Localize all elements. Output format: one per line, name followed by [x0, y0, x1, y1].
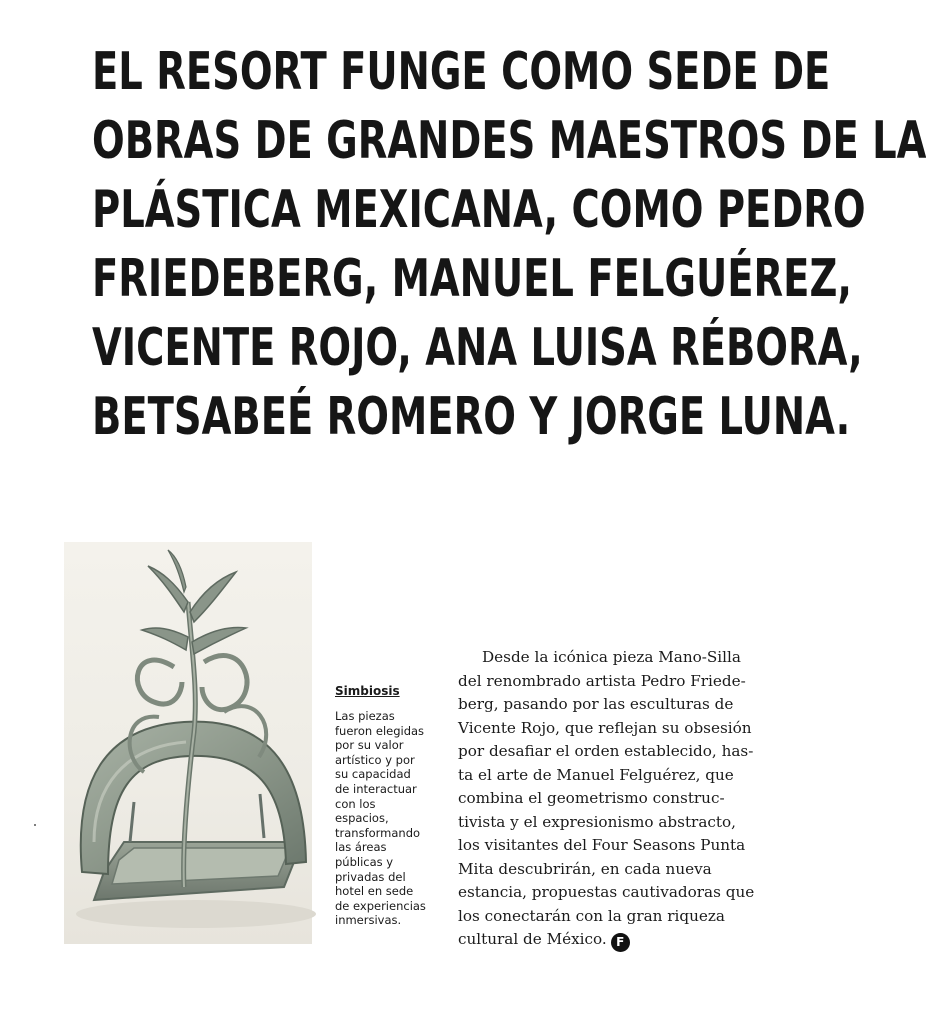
sculpture-photo	[64, 542, 312, 944]
article-body	[458, 646, 758, 952]
sculpture-image	[64, 542, 312, 944]
caption-line: artístico y por	[335, 752, 415, 767]
headline-line: PLÁSTICA MEXICANA, COMO PEDRO	[92, 180, 866, 240]
body-line: berg, pasando por las esculturas de	[458, 695, 734, 713]
caption-line: de experiencias	[335, 898, 426, 913]
caption-line: hotel en sede	[335, 884, 414, 899]
body-line-text: cultural de México.	[458, 930, 607, 948]
caption-line: transformando	[335, 825, 421, 840]
stray-dot	[34, 824, 36, 826]
body-line: estancia, propuestas cautivadoras que	[458, 883, 755, 901]
body-line-last	[458, 928, 758, 952]
caption-line: las áreas	[335, 840, 387, 855]
body-line: los conectarán con la gran riqueza	[458, 906, 725, 925]
body-line: Mita descubrirán, en cada nueva	[458, 859, 712, 878]
body-line: Vicente Rojo, que reflejan su obsesión	[458, 718, 752, 737]
caption-line: espacios,	[335, 811, 389, 826]
headline-line: OBRAS DE GRANDES MAESTROS DE LA	[92, 111, 926, 171]
body-line: los visitantes del Four Seasons Punta	[458, 836, 746, 854]
headline	[92, 38, 926, 452]
caption-text	[335, 709, 445, 928]
body-line: Desde la icónica pieza Mano-Silla	[482, 648, 741, 666]
body-line: ta el arte de Manuel Felguérez, que	[458, 765, 734, 784]
caption-line: fueron elegidas	[335, 723, 425, 738]
body-line: tivista y el expresionismo abstracto,	[458, 812, 736, 831]
headline-line: BETSABEÉ ROMERO Y JORGE LUNA.	[92, 387, 851, 447]
caption-line: privadas del	[335, 869, 406, 884]
caption-line: públicas y	[335, 854, 394, 869]
body-line: por desafiar el orden establecido, has-	[458, 742, 754, 760]
caption-line: su capacidad	[335, 767, 411, 782]
caption-line: Las piezas	[335, 709, 395, 723]
photo-caption	[335, 684, 445, 928]
caption-line: inmersivas.	[335, 913, 402, 928]
headline-line: EL RESORT FUNGE COMO SEDE DE	[92, 42, 831, 102]
end-mark-icon: F	[611, 933, 630, 952]
body-line: del renombrado artista Pedro Friede-	[458, 671, 746, 690]
caption-line: de interactuar	[335, 781, 417, 796]
headline-line: VICENTE ROJO, ANA LUISA RÉBORA,	[92, 318, 863, 378]
caption-title: Simbiosis	[335, 684, 400, 698]
body-line: combina el geometrismo construc-	[458, 789, 725, 807]
headline-line: FRIEDEBERG, MANUEL FELGUÉREZ,	[92, 249, 852, 309]
caption-line: por su valor	[335, 738, 404, 753]
caption-line: con los	[335, 796, 376, 811]
